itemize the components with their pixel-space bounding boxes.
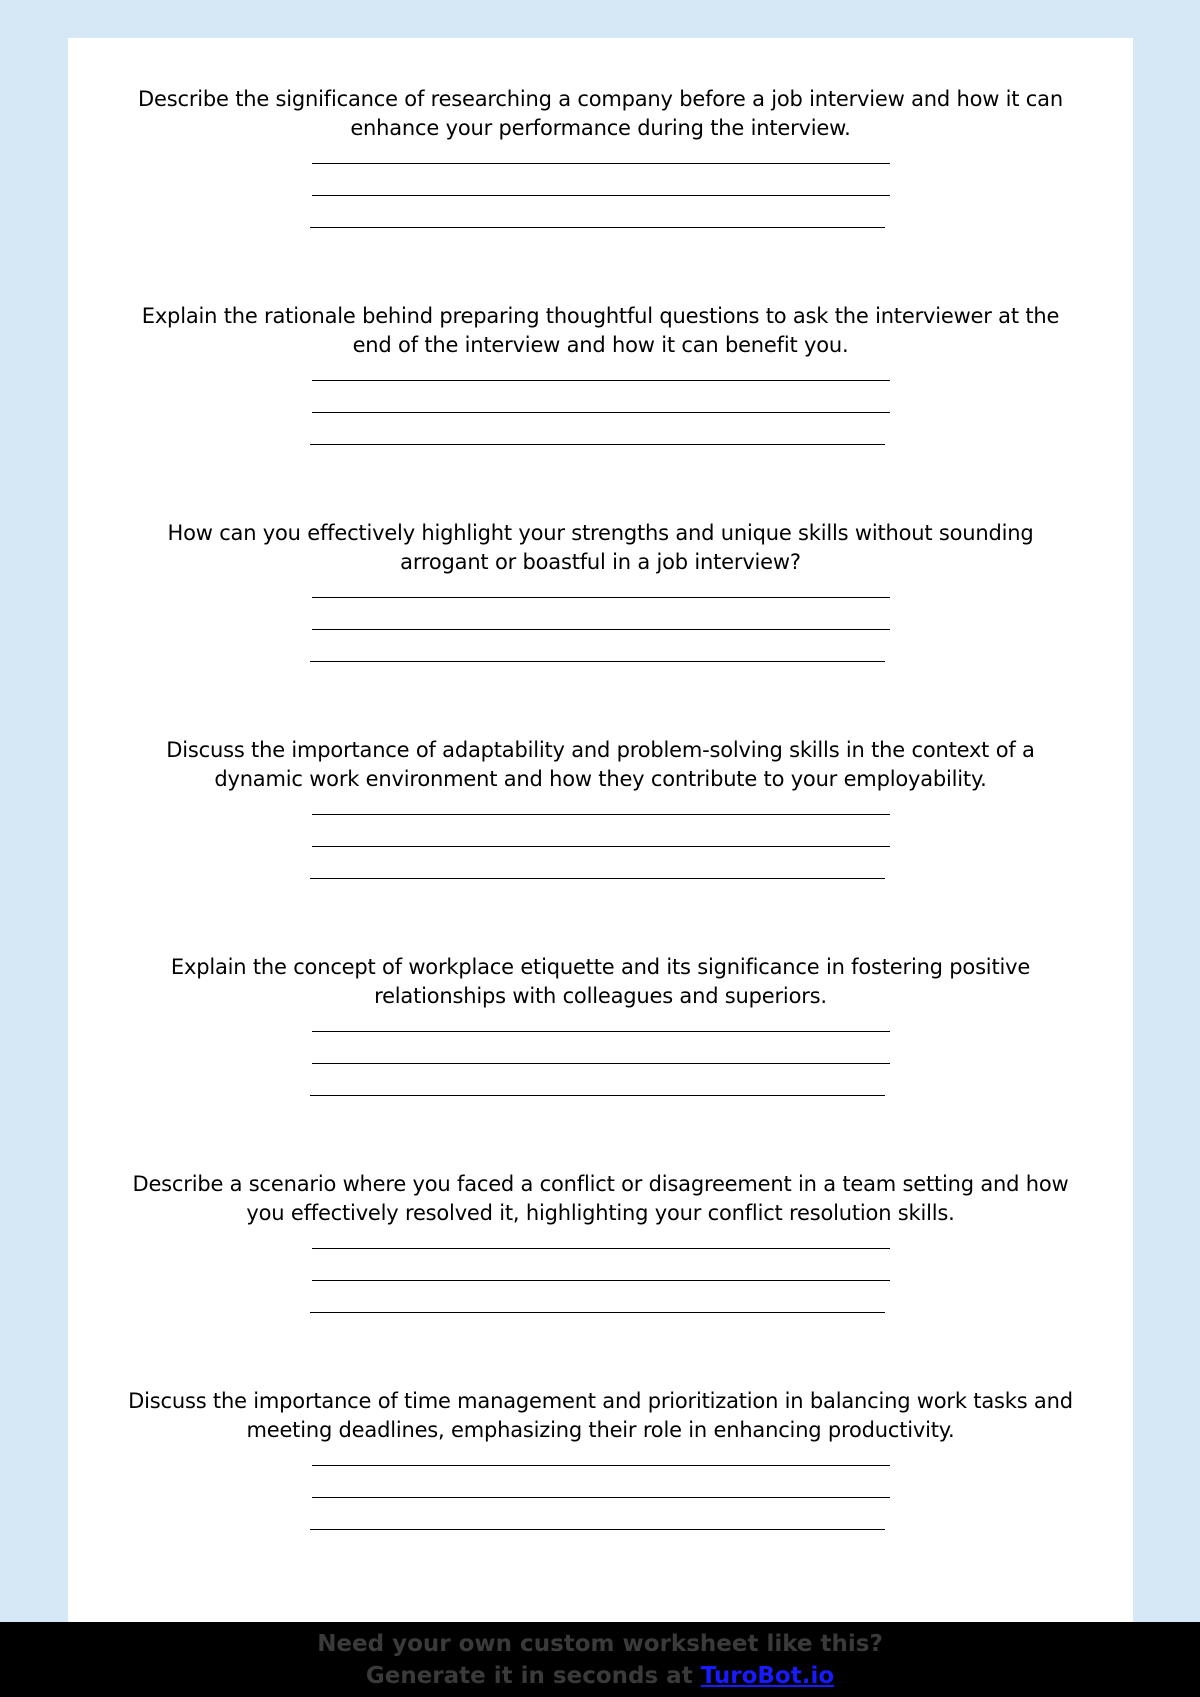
answer-line — [310, 878, 885, 879]
question-prompt: Describe a scenario where you faced a conflict or disagreement in a team setting and how you effectively resolved it, highlighting your conflict resolution skills. — [132, 1172, 1069, 1225]
answer-line — [312, 629, 890, 630]
question-prompt: Discuss the importance of time management and prioritization in balancing work tasks and meeting deadlines, emphasizing their role in enhancing productivity. — [128, 1389, 1073, 1442]
footer-cta — [0, 1660, 1200, 1692]
question-4 — [123, 736, 1078, 879]
answer-line — [312, 597, 890, 598]
answer-line — [312, 163, 890, 164]
answer-lines — [123, 1465, 1078, 1530]
answer-line — [310, 227, 885, 228]
answer-line — [312, 1063, 890, 1064]
footer-headline: Need your own custom worksheet like this? — [317, 1631, 883, 1657]
answer-line — [310, 1095, 885, 1096]
answer-line — [312, 380, 890, 381]
answer-lines — [123, 380, 1078, 445]
answer-line — [312, 1280, 890, 1281]
answer-lines — [123, 1248, 1078, 1313]
question-7 — [123, 1387, 1078, 1530]
question-3 — [123, 519, 1078, 662]
question-prompt: Explain the rationale behind preparing thoughtful questions to ask the interviewer at the end of the interview and how it can benefit you. — [141, 304, 1060, 357]
answer-lines — [123, 597, 1078, 662]
question-prompt: Explain the concept of workplace etiquette and its significance in fostering positive relationships with colleagues and superiors. — [170, 955, 1031, 1008]
promo-footer — [0, 1622, 1200, 1697]
question-prompt: Discuss the importance of adaptability and problem-solving skills in the context of a dynamic work environment and how they contribute to your employability. — [166, 738, 1035, 791]
answer-line — [312, 1497, 890, 1498]
answer-line — [312, 412, 890, 413]
question-6 — [123, 1170, 1078, 1313]
answer-line — [312, 846, 890, 847]
answer-line — [310, 1312, 885, 1313]
answer-line — [310, 661, 885, 662]
question-prompt: How can you effectively highlight your strengths and unique skills without sounding arrogant or boastful in a job interview? — [167, 521, 1034, 574]
question-1 — [123, 85, 1078, 228]
footer-cta-text: Generate it in seconds at — [365, 1663, 701, 1689]
question-2 — [123, 302, 1078, 445]
answer-line — [310, 1529, 885, 1530]
answer-line — [310, 444, 885, 445]
answer-lines — [123, 1031, 1078, 1096]
answer-line — [312, 1031, 890, 1032]
answer-line — [312, 195, 890, 196]
question-5 — [123, 953, 1078, 1096]
answer-lines — [123, 163, 1078, 228]
answer-line — [312, 1465, 890, 1466]
turobot-link[interactable]: TuroBot.io — [700, 1663, 835, 1689]
answer-lines — [123, 814, 1078, 879]
question-prompt: Describe the significance of researching a company before a job interview and how it can enhance your performance during the interview. — [138, 87, 1063, 140]
answer-line — [312, 1248, 890, 1249]
worksheet-page — [68, 38, 1133, 1622]
answer-line — [312, 814, 890, 815]
